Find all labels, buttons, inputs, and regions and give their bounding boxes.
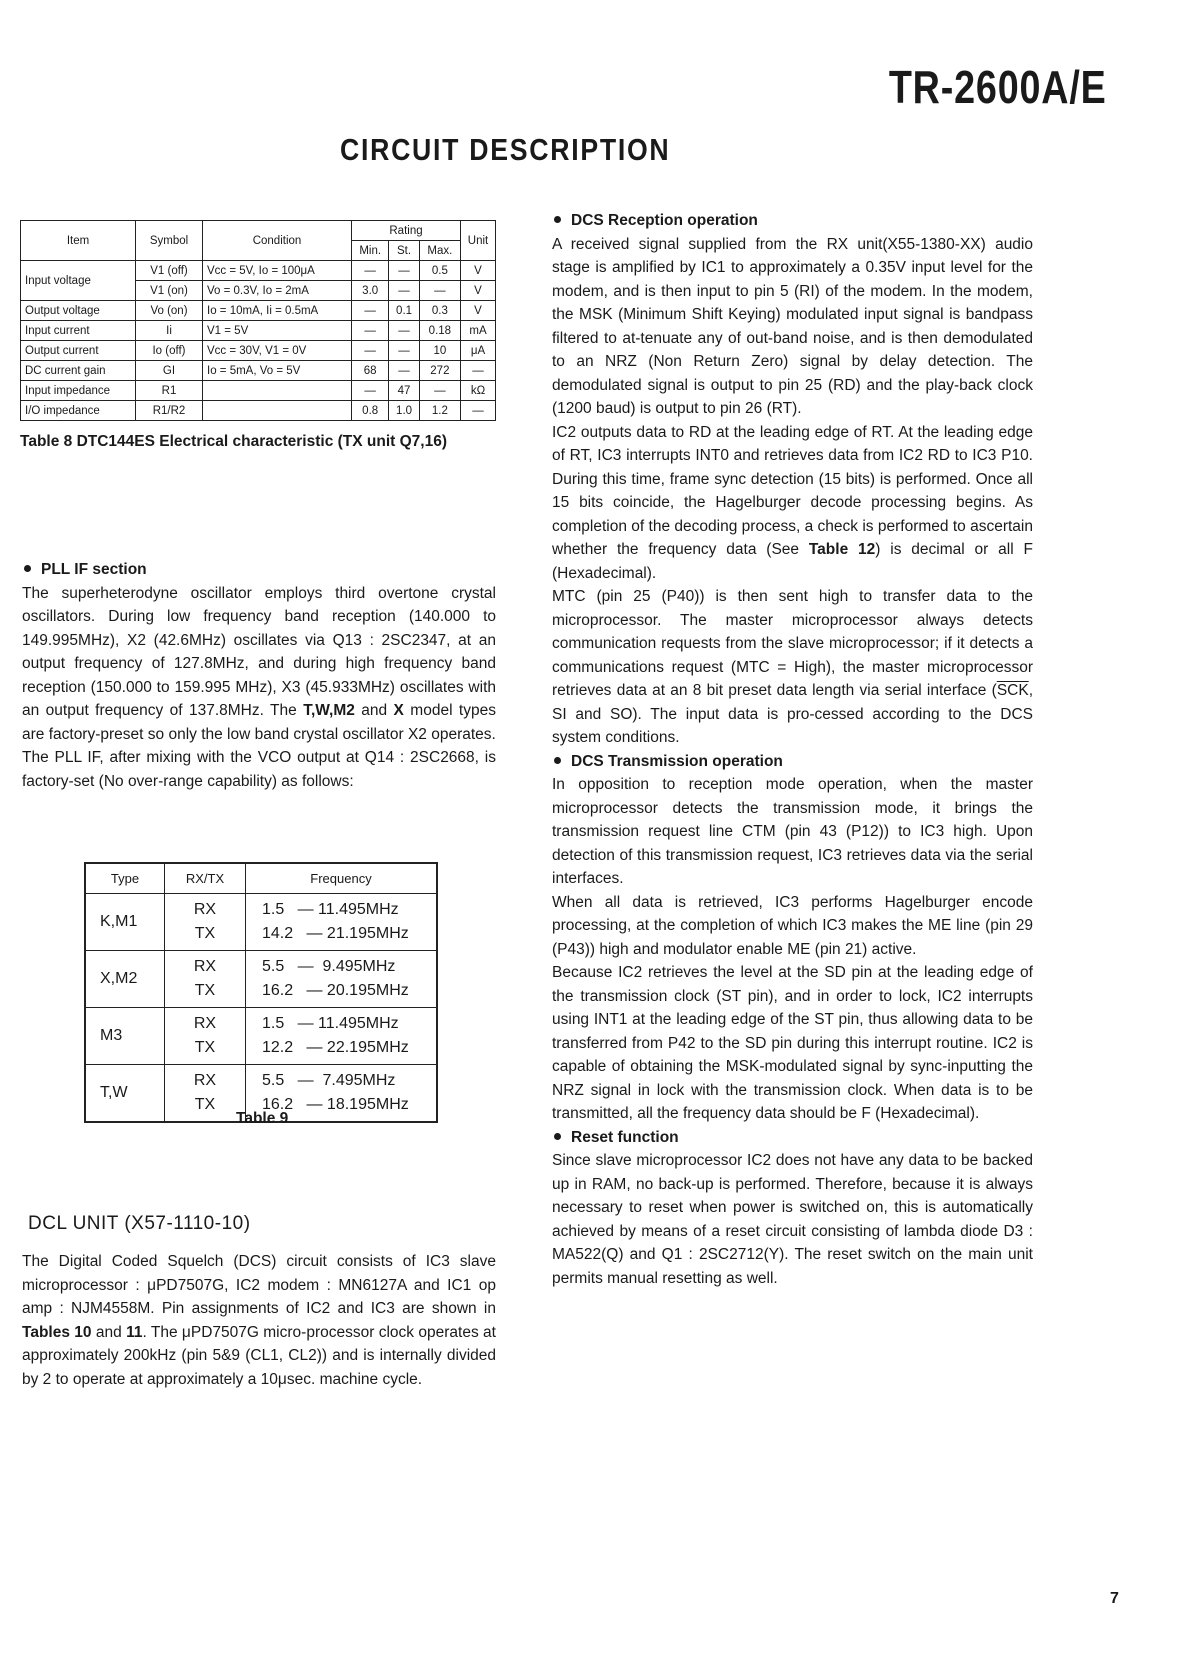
bullet-icon [24, 565, 31, 572]
cell-min: 3.0 [352, 281, 389, 301]
dcs-rx-paragraph-3 [552, 585, 1033, 750]
pll-paragraph-2: The PLL IF, after mixing with the VCO output at Q14 : 2SC2668, is factory-set (No over-range capability) as follows: [22, 749, 496, 790]
rx-frequency: 5.5 — 9.495MHz [262, 958, 396, 975]
cell-unit: V [461, 261, 496, 281]
pll-paragraph-1 [22, 582, 496, 747]
dcs-tx-paragraph-2: When all data is retrieved, IC3 performs Hagelburger encode processing, at the completion of which IC3 makes the ME line (pin 29 (P43)) high and modulator enable ME (pin 21) active. [552, 893, 1033, 958]
page-title: CIRCUIT DESCRIPTION [340, 132, 671, 167]
tx-frequency: 16.2 — 18.195MHz [262, 1096, 409, 1113]
dcl-paragraph [22, 1250, 496, 1391]
table-row [21, 321, 496, 341]
text-run: . The μPD7507G micro-processor clock operates at approximately 200kHz (pin 5&9 (CL1, CL2)) and is internally divided by 2 to operate at approximately a 10μsec. machine cycle. [22, 1323, 496, 1388]
table-8-caption: Table 8 DTC144ES Electrical characteristic (TX unit Q7,16) [20, 433, 447, 450]
cell-symbol: Io (off) [136, 341, 203, 361]
cell-symbol: Vo (on) [136, 301, 203, 321]
dcs-rx-heading [552, 209, 1033, 233]
cell-min: 0.8 [352, 401, 389, 421]
dcl-section [22, 1250, 496, 1391]
tx-label: TX [194, 925, 216, 942]
text-run: MTC (pin 25 (P40)) is then sent high to transfer data to the microprocessor. The master microprocessor always detects communication requests from the slave microprocessor; if it detects a communications request (MTC = High), the master microprocessor retrieves data at an 8 bit preset data length via serial interface ( [552, 588, 1033, 699]
table-row [21, 361, 496, 381]
cell-unit: V [461, 301, 496, 321]
rx-label: RX [193, 1015, 217, 1032]
cell-rxtx [165, 1008, 246, 1065]
cell-symbol: V1 (on) [136, 281, 203, 301]
cell-frequency [246, 1008, 438, 1065]
text-run: The Digital Coded Squelch (DCS) circuit consists of IC3 slave microprocessor : μPD7507G, IC2 modem : MN6127A and IC1 op amp : NJM4558M. Pin assignments of IC2 and IC3 are shown in [22, 1253, 496, 1317]
dcs-rx-heading-text: DCS Reception operation [571, 212, 758, 229]
cell-st: — [389, 321, 419, 341]
tx-frequency: 12.2 — 22.195MHz [262, 1039, 409, 1056]
cell-min: — [352, 381, 389, 401]
rx-label: RX [193, 901, 217, 918]
cell-item: Input voltage [21, 261, 136, 301]
table-9 [84, 862, 438, 1123]
col-header-max: Max. [419, 241, 460, 261]
rx-frequency: 1.5 — 11.495MHz [262, 901, 399, 918]
tx-label: TX [194, 1096, 216, 1113]
cell-st: — [389, 281, 419, 301]
cell-item: DC current gain [21, 361, 136, 381]
cell-max: 272 [419, 361, 460, 381]
text-bold: T,W,M2 [303, 702, 355, 719]
cell-type: M3 [85, 1008, 165, 1065]
cell-condition: V1 = 5V [203, 321, 352, 341]
table-row [21, 381, 496, 401]
table-row [85, 1008, 437, 1065]
cell-st: 1.0 [389, 401, 419, 421]
cell-min: — [352, 261, 389, 281]
cell-unit: mA [461, 321, 496, 341]
table-8 [20, 220, 496, 421]
cell-condition: Vcc = 30V, V1 = 0V [203, 341, 352, 361]
cell-item: Input impedance [21, 381, 136, 401]
dcs-tx-paragraph-1: In opposition to reception mode operation, when the master microprocessor detects the transmission mode, it brings the transmission request line CTM (pin 43 (P12)) to IC3 high. Upon detection of this transmission request, IC3 retrieves data via the serial interfaces. [552, 776, 1033, 887]
col-header-st: St. [389, 241, 419, 261]
col-header-frequency: Frequency [246, 863, 438, 894]
text-run: model types are factory-preset so only the low band crystal oscillator X2 operates. [22, 702, 496, 743]
reset-paragraph: Since slave microprocessor IC2 does not have any data to be backed up in RAM, no back-up is performed. Therefore, because it is always necessary to reset when power is switched on, this is automatically achieved by means of a reset circuit consisting of lambda diode D3 : MA522(Q) and Q1 : 2SC2712(Y). The reset switch on the main unit permits manual resetting as well. [552, 1152, 1033, 1287]
col-header-min: Min. [352, 241, 389, 261]
cell-min: 68 [352, 361, 389, 381]
cell-item: Output current [21, 341, 136, 361]
reset-heading-text: Reset function [571, 1128, 679, 1146]
cell-type: T,W [85, 1065, 165, 1123]
cell-unit: — [461, 361, 496, 381]
table-row [21, 301, 496, 321]
reset-heading [552, 1126, 1033, 1150]
tx-label: TX [194, 1039, 216, 1056]
text-run: The superheterodyne oscillator employs third overtone crystal oscillators. During low frequency band reception (140.000 to 149.995MHz), X2 (42.6MHz) oscillates via Q13 : 2SC2347, at an output frequency of 127.8MHz, and during high frequency band reception (150.000 to 159.995 MHz), X3 (45.933MHz) oscillates with an output frequency of 137.8MHz. The [22, 584, 496, 719]
cell-condition: Vcc = 5V, Io = 100μA [203, 261, 352, 281]
table-row [85, 951, 437, 1008]
dcl-heading: DCL UNIT (X57-1110-10) [28, 1213, 251, 1234]
table-9-caption: Table 9 [236, 1110, 289, 1127]
cell-symbol: R1 [136, 381, 203, 401]
cell-condition: Io = 5mA, Vo = 5V [203, 361, 352, 381]
dcs-rx-paragraph-1: A received signal supplied from the RX unit(X55-1380-XX) audio stage is amplified by IC1 to approximately a 0.35V input level for the modem, and is then input to pin 5 (RI) of the modem. In the modem, the MSK (Minimum Shift Keying) modulated input signal is bandpass filtered to at-tenuate any of out-band noise, and is then demodulated to an NRZ (Non Return Zero) signal by delay detection. The demodulated signal is output to pin 25 (RD) and the play-back clock (1200 baud) is output to pin 26 (RT). [552, 235, 1033, 417]
cell-min: — [352, 341, 389, 361]
cell-symbol: GI [136, 361, 203, 381]
pll-section [22, 558, 496, 793]
cell-min: — [352, 301, 389, 321]
cell-symbol: Ii [136, 321, 203, 341]
text-run: and [354, 702, 394, 719]
text-bold: X [393, 702, 404, 719]
cell-item: Input current [21, 321, 136, 341]
cell-min: — [352, 321, 389, 341]
text-bold: 11 [126, 1323, 143, 1341]
text-run: IC2 outputs data to RD at the leading edge of RT. At the leading edge of RT, IC3 interrupts INT0 and retrieves data from IC2 RD to IC3 P10. During this time, frame sync detection (15 bits) is performed. Once all 15 bits coincide, the Hagelburger decode processing begins. As completion of the decoding process, a check is performed to ascertain whether the frequency data (See [552, 423, 1033, 558]
col-header-type: Type [85, 863, 165, 894]
cell-type: K,M1 [85, 894, 165, 951]
cell-item: Output voltage [21, 301, 136, 321]
dcs-rx-paragraph-2 [552, 421, 1033, 586]
bullet-icon [554, 1133, 561, 1140]
rx-label: RX [193, 1072, 217, 1089]
cell-item: I/O impedance [21, 401, 136, 421]
cell-max: 10 [419, 341, 460, 361]
text-bold: Table 12 [808, 541, 876, 558]
text-overline: $\overline{SCK}$ [996, 682, 1029, 699]
cell-condition: Vo = 0.3V, Io = 2mA [203, 281, 352, 301]
table-row [21, 341, 496, 361]
cell-frequency [246, 951, 438, 1008]
cell-st: — [389, 341, 419, 361]
dcs-tx-heading-text: DCS Transmission operation [571, 752, 783, 770]
cell-st: 47 [389, 381, 419, 401]
cell-max: 0.3 [419, 301, 460, 321]
cell-max: 1.2 [419, 401, 460, 421]
cell-rxtx [165, 951, 246, 1008]
cell-unit: kΩ [461, 381, 496, 401]
cell-st: — [389, 261, 419, 281]
cell-st: — [389, 361, 419, 381]
cell-symbol: R1/R2 [136, 401, 203, 421]
cell-max: 0.5 [419, 261, 460, 281]
bullet-icon [554, 757, 561, 764]
col-header-rxtx: RX/TX [165, 863, 246, 894]
cell-max: — [419, 281, 460, 301]
cell-symbol: V1 (off) [136, 261, 203, 281]
cell-condition [203, 381, 352, 401]
cell-st: 0.1 [389, 301, 419, 321]
cell-unit: — [461, 401, 496, 421]
cell-condition: Io = 10mA, Ii = 0.5mA [203, 301, 352, 321]
cell-unit: V [461, 281, 496, 301]
tx-label: TX [194, 982, 216, 999]
text-bold: Tables 10 [22, 1323, 92, 1341]
text-run: , SI and SO). The input data is pro-cessed according to the DCS system conditions. [552, 682, 1033, 746]
rx-frequency: 1.5 — 11.495MHz [262, 1015, 399, 1032]
tx-frequency: 14.2 — 21.195MHz [262, 925, 409, 942]
table-row [21, 261, 496, 281]
cell-type: X,M2 [85, 951, 165, 1008]
dcs-tx-heading [552, 750, 1033, 774]
cell-rxtx [165, 894, 246, 951]
pll-heading-text: PLL IF section [41, 561, 147, 578]
page-number: 7 [1110, 1590, 1119, 1607]
text-run: and [91, 1323, 127, 1341]
table-row [21, 401, 496, 421]
cell-condition [203, 401, 352, 421]
dcs-tx-paragraph-3: Because IC2 retrieves the level at the SD pin at the leading edge of the transmission clock (ST pin), and in order to lock, IC2 interrupts using INT1 at the leading edge of the ST pin, thus allowing data to be transferred from P42 to the SD pin during this interrupt routine. IC2 is capable of obtaining the MSK-modulated signal by sync-inputting the NRZ signal in lock with the transmission clock. When data is to be transmitted, all the frequency data should be F (Hexadecimal). [552, 964, 1033, 1122]
model-number: TR-2600A/E [889, 61, 1107, 113]
cell-max: — [419, 381, 460, 401]
col-header-rating: Rating [352, 221, 461, 241]
pll-heading [22, 558, 496, 582]
right-column [552, 209, 1033, 1290]
col-header-item: Item [21, 221, 136, 261]
text-run: ) is decimal or all F (Hexadecimal). [552, 541, 1033, 582]
bullet-icon [554, 216, 561, 223]
cell-max: 0.18 [419, 321, 460, 341]
table-row [85, 894, 437, 951]
rx-label: RX [193, 958, 217, 975]
cell-unit: μA [461, 341, 496, 361]
rx-frequency: 5.5 — 7.495MHz [262, 1072, 396, 1089]
col-header-unit: Unit [461, 221, 496, 261]
col-header-symbol: Symbol [136, 221, 203, 261]
cell-frequency [246, 894, 438, 951]
tx-frequency: 16.2 — 20.195MHz [262, 982, 409, 999]
cell-rxtx [165, 1065, 246, 1123]
col-header-condition: Condition [203, 221, 352, 261]
